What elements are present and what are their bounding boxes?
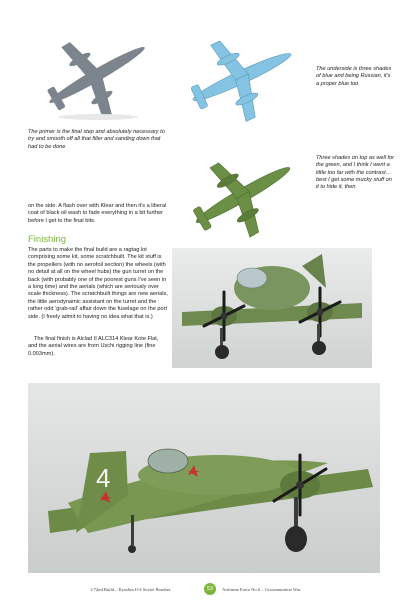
underside-caption: The underside is three shades of blue and being Russian, it's a proper blue too [316,66,392,87]
front-view-plane-image [172,248,372,368]
final-build-photo [28,383,380,573]
topside-plane-image [173,147,311,242]
page-footer [0,583,420,597]
front-view-photo [172,248,372,368]
tail-number: 4 [96,463,111,493]
underside-plane-image [173,25,311,125]
footer-right-text: Airframe Extra No.6 – Grossmutation War [222,587,301,592]
primer-caption: The primer is the final step and absolutely necessary to try and smooth off all that filler and sanding down that had to be done [28,129,165,150]
primer-plane-image [28,25,166,125]
finishing-heading: Finishing [28,234,67,245]
article-paragraph-2: The final finish is Alclad II ALC314 Klear Kote Flat, and the aerial wires are from Uschi rigging line (fine 0.003mm). [28,336,159,357]
topside-caption: Three shades on top as well for the green, and I think I went a little too far with the contrast… best I get some mucky stuff on it to hide it, then [316,155,395,191]
footer-left-text: 1/72nd Build – Ilyushin Il-4 Soviet Bomber [90,587,171,592]
topside-photo [173,147,311,242]
final-build-plane-image [28,383,380,573]
underside-photo [173,25,311,125]
primer-photo [28,25,166,125]
page-number: 53 [204,583,216,595]
article-intro: on the side. A flash over with Klear and then it's a liberal coat of black oil wash to fade everything in a bit further before I get to the final bits. [28,203,167,224]
article-paragraph-1: The parts to make the final build are a ragtag lot comprising some kit, some scratchbuilt. The kit stuff is the propellers (with no aerofoil section) the wheels (with no detail at all on the wheel hubs) the gun turret on the back (with probably one of the poorest guns I've seen in a long time) and the aerials (which are seriously over scale thickness). The scratchbuilt things are new aerials, the little aerodynamic assistant on the turret and the rather odd ‘grab-rail’ affair down the fuselage on the port side. (I freely admit to having no idea what that is.) [28,247,168,320]
